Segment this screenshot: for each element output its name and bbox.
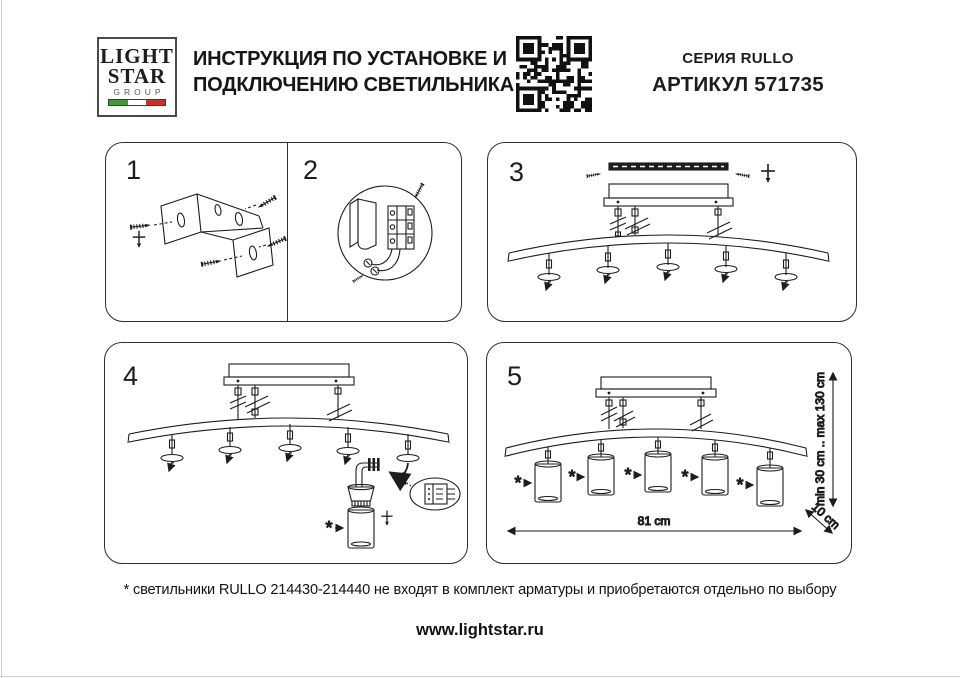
asterisk-marks — [514, 465, 753, 495]
lamp-posts — [538, 243, 797, 290]
svg-text:*: * — [624, 465, 632, 485]
wires — [353, 249, 400, 283]
step-4-number: 4 — [123, 361, 139, 391]
svg-text:10 cm: 10 cm — [808, 499, 843, 533]
step-3-drawing-hanging — [488, 143, 855, 320]
shade-1 — [535, 447, 561, 502]
wire-connector — [368, 458, 380, 471]
flag-green — [109, 100, 128, 105]
step-5-drawing-assembled — [487, 343, 850, 562]
logo-word-group: GROUP — [113, 87, 165, 97]
step-1-number: 1 — [126, 155, 142, 185]
height-dimension — [813, 372, 833, 506]
step-1-drawing-bracket — [106, 143, 287, 320]
asterisk-mark: * — [325, 518, 333, 538]
article-label: АРТИКУЛ 571735 — [652, 73, 824, 96]
suspension-rods — [610, 206, 732, 239]
lightstar-logo — [97, 37, 177, 117]
depth-dimension — [806, 500, 843, 533]
canopy — [224, 364, 354, 385]
step-box-5 — [486, 342, 852, 564]
qr-code — [516, 36, 592, 112]
page-title — [193, 46, 514, 98]
series-label: СЕРИЯ RULLO — [682, 50, 794, 67]
title-line-1: ИНСТРУКЦИЯ ПО УСТАНОВКЕ И — [193, 48, 507, 70]
shade-2 — [588, 440, 614, 495]
step-3-number: 3 — [509, 157, 525, 187]
footnote: * светильники RULLO 214430-214440 не входят в комплект арматуры и приобретаются отдельно по выбору — [123, 582, 837, 598]
italian-flag-icon — [108, 99, 166, 106]
wall-plate — [350, 199, 376, 249]
step-box-4 — [104, 342, 468, 564]
svg-text:min 30 cm .. max 130 cm: min 30 cm .. max 130 cm — [813, 371, 827, 507]
step-5-number: 5 — [507, 361, 523, 391]
terminal-block — [388, 206, 414, 249]
spot-lamp — [348, 458, 405, 548]
step-2-drawing-wiring — [288, 143, 462, 320]
step-box-3 — [487, 142, 857, 322]
svg-text:81 cm: 81 cm — [637, 514, 671, 528]
svg-text:*: * — [681, 467, 689, 487]
scan-edge-bottom — [0, 676, 960, 677]
suspension-rods — [601, 397, 713, 431]
flag-white — [128, 100, 147, 105]
screw-symbol — [761, 164, 775, 183]
svg-text:*: * — [514, 473, 522, 493]
product-info — [640, 50, 836, 97]
canopy — [596, 377, 716, 397]
logo-word-light: LIGHT — [100, 44, 174, 68]
svg-text:*: * — [568, 467, 576, 487]
logo-word-star: STAR — [107, 64, 167, 88]
detail-circle — [338, 186, 432, 280]
shade-3 — [645, 437, 671, 492]
width-dimension — [508, 514, 801, 531]
step-4-drawing-lamp-install — [105, 343, 466, 562]
mounting-rail — [587, 163, 749, 178]
mounting-bracket — [161, 194, 273, 277]
canopy — [604, 184, 733, 206]
scan-edge-left — [1, 0, 2, 678]
title-line-2: ПОДКЛЮЧЕНИЮ СВЕТИЛЬНИКА — [193, 74, 515, 96]
screwdriver-icon — [133, 231, 146, 248]
shade-5 — [757, 448, 783, 506]
shade-4 — [702, 440, 728, 495]
cylinder-shade — [348, 507, 374, 548]
website-url: www.lightstar.ru — [416, 621, 544, 639]
step-box-1-2 — [105, 142, 462, 322]
screw-symbol — [381, 511, 392, 526]
flag-red — [146, 100, 165, 105]
svg-text:*: * — [736, 475, 744, 495]
step-2-number: 2 — [303, 155, 319, 185]
suspension-rods — [230, 385, 352, 421]
